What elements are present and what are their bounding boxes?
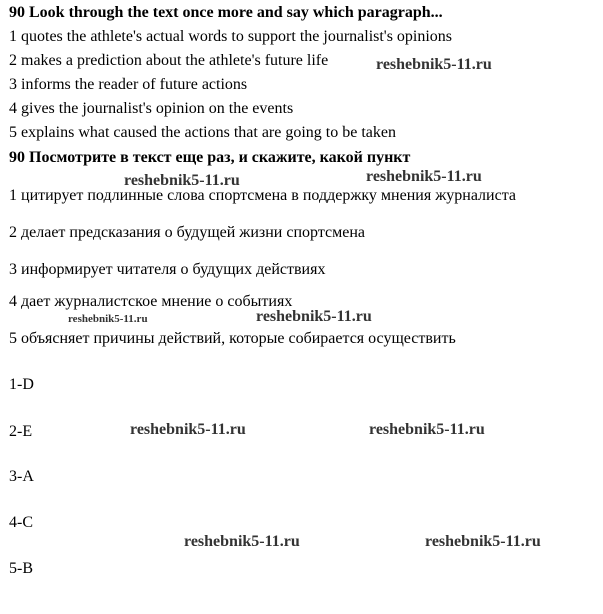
answer-1: 1-D (9, 376, 34, 393)
russian-item-1: 1 цитирует подлинные слова спортсмена в поддержку мнения журналиста (9, 187, 516, 204)
russian-item-4: 4 дает журналистское мнение о событиях (9, 293, 293, 310)
english-heading: 90 Look through the text once more and say which paragraph... (9, 4, 443, 21)
russian-item-3: 3 информирует читателя о будущих действиях (9, 261, 326, 278)
russian-heading: 90 Посмотрите в текст еще раз, и скажите, какой пункт (9, 149, 411, 166)
english-item-2: 2 makes a prediction about the athlete's future life (9, 52, 329, 69)
watermark: reshebnik5-11.ru (256, 308, 372, 325)
watermark: reshebnik5-11.ru (68, 313, 148, 325)
watermark: reshebnik5-11.ru (366, 168, 482, 185)
answer-2: 2-E (9, 423, 33, 440)
english-item-4: 4 gives the journalist's opinion on the events (9, 100, 294, 117)
answer-5: 5-B (9, 560, 33, 577)
english-item-1: 1 quotes the athlete's actual words to support the journalist's opinions (9, 28, 453, 45)
russian-item-2: 2 делает предсказания о будущей жизни спортсмена (9, 224, 365, 241)
english-item-5: 5 explains what caused the actions that are going to be taken (9, 124, 396, 141)
answer-3: 3-A (9, 468, 34, 485)
watermark: reshebnik5-11.ru (376, 56, 492, 73)
watermark: reshebnik5-11.ru (369, 421, 485, 438)
english-item-3: 3 informs the reader of future actions (9, 76, 248, 93)
watermark: reshebnik5-11.ru (184, 533, 300, 550)
watermark: reshebnik5-11.ru (124, 172, 240, 189)
watermark: reshebnik5-11.ru (425, 533, 541, 550)
russian-item-5: 5 объясняет причины действий, которые собирается осуществить (9, 330, 456, 347)
answer-4: 4-C (9, 514, 33, 531)
watermark: reshebnik5-11.ru (130, 421, 246, 438)
